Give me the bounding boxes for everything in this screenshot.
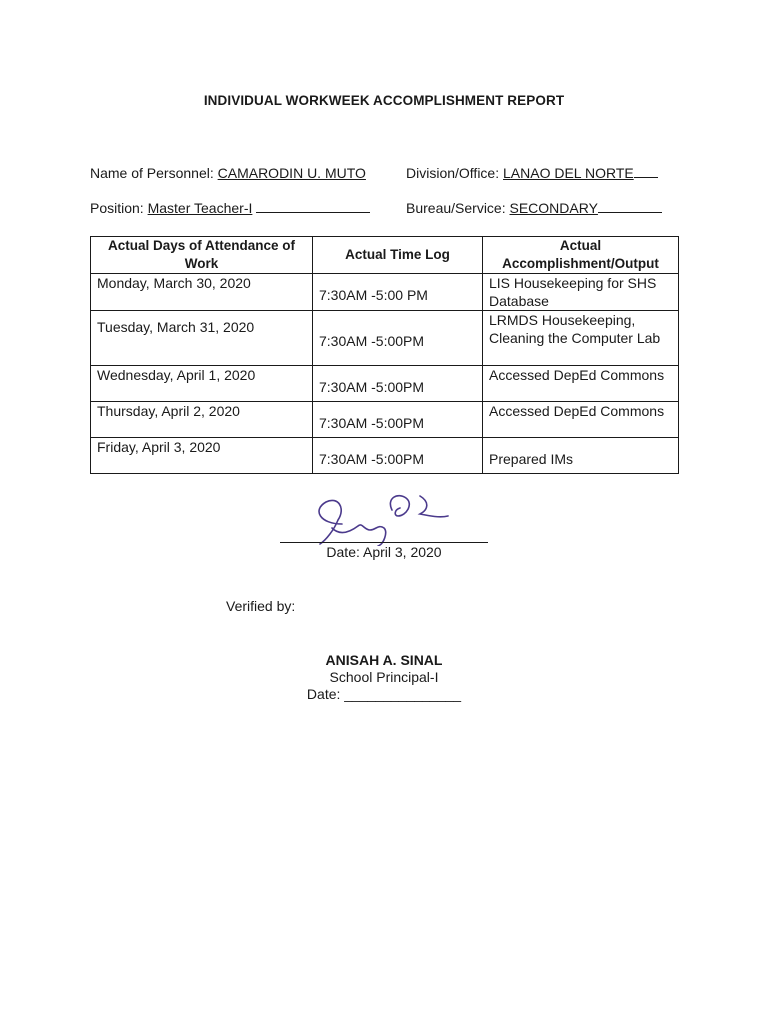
name-of-personnel-field: [90, 165, 366, 181]
position-value: Master Teacher-I: [147, 200, 253, 216]
output-cell: LRMDS Housekeeping, Cleaning the Computer Lab: [483, 311, 679, 366]
time-cell: 7:30AM -5:00PM: [313, 311, 483, 366]
name-label: Name of Personnel:: [90, 165, 214, 181]
signature-image: [280, 486, 490, 546]
table-row: [91, 438, 679, 474]
time-cell: 7:30AM -5:00PM: [313, 402, 483, 438]
accomplishment-table: [90, 236, 679, 474]
output-cell: LIS Housekeeping for SHS Database: [483, 274, 679, 311]
position-fill-line: [256, 200, 370, 213]
table-row: [91, 366, 679, 402]
time-cell: 7:30AM -5:00 PM: [313, 274, 483, 311]
header-time-log: Actual Time Log: [313, 237, 483, 274]
header-output: Actual Accomplishment/Output: [483, 237, 679, 274]
signature-scribble: [280, 486, 490, 546]
bureau-value: SECONDARY: [509, 200, 598, 216]
position-label: Position:: [90, 200, 144, 216]
report-title: INDIVIDUAL WORKWEEK ACCOMPLISHMENT REPORT: [203, 93, 565, 108]
approver-date: Date: _______________: [306, 686, 462, 702]
division-office-field: [406, 165, 658, 181]
day-cell: Tuesday, March 31, 2020: [91, 311, 313, 366]
day-cell: Thursday, April 2, 2020: [91, 402, 313, 438]
header-days: Actual Days of Attendance of Work: [91, 237, 313, 274]
table-row: [91, 402, 679, 438]
approver-title: School Principal-I: [329, 669, 439, 685]
output-cell: Prepared IMs: [483, 438, 679, 474]
time-cell: 7:30AM -5:00PM: [313, 438, 483, 474]
verified-by-label: Verified by:: [226, 598, 296, 614]
table-header-row: [91, 237, 679, 274]
bureau-service-field: [406, 200, 662, 216]
position-field: [90, 200, 370, 216]
bureau-fill-line: [598, 200, 662, 213]
division-label: Division/Office:: [406, 165, 500, 181]
table-row: [91, 311, 679, 366]
time-cell: 7:30AM -5:00PM: [313, 366, 483, 402]
day-cell: Friday, April 3, 2020: [91, 438, 313, 474]
approver-block: [0, 652, 768, 703]
day-cell: Monday, March 30, 2020: [91, 274, 313, 311]
output-cell: Accessed DepEd Commons: [483, 402, 679, 438]
signature-line: [280, 542, 488, 543]
day-cell: Wednesday, April 1, 2020: [91, 366, 313, 402]
approver-name: ANISAH A. SINAL: [325, 652, 443, 668]
name-value: CAMARODIN U. MUTO: [217, 165, 366, 181]
output-cell: Accessed DepEd Commons: [483, 366, 679, 402]
signature-date: Date: April 3, 2020: [326, 544, 442, 560]
table-row: [91, 274, 679, 311]
division-value: LANAO DEL NORTE: [503, 165, 634, 181]
bureau-label: Bureau/Service:: [406, 200, 506, 216]
division-fill-line: [634, 165, 658, 178]
